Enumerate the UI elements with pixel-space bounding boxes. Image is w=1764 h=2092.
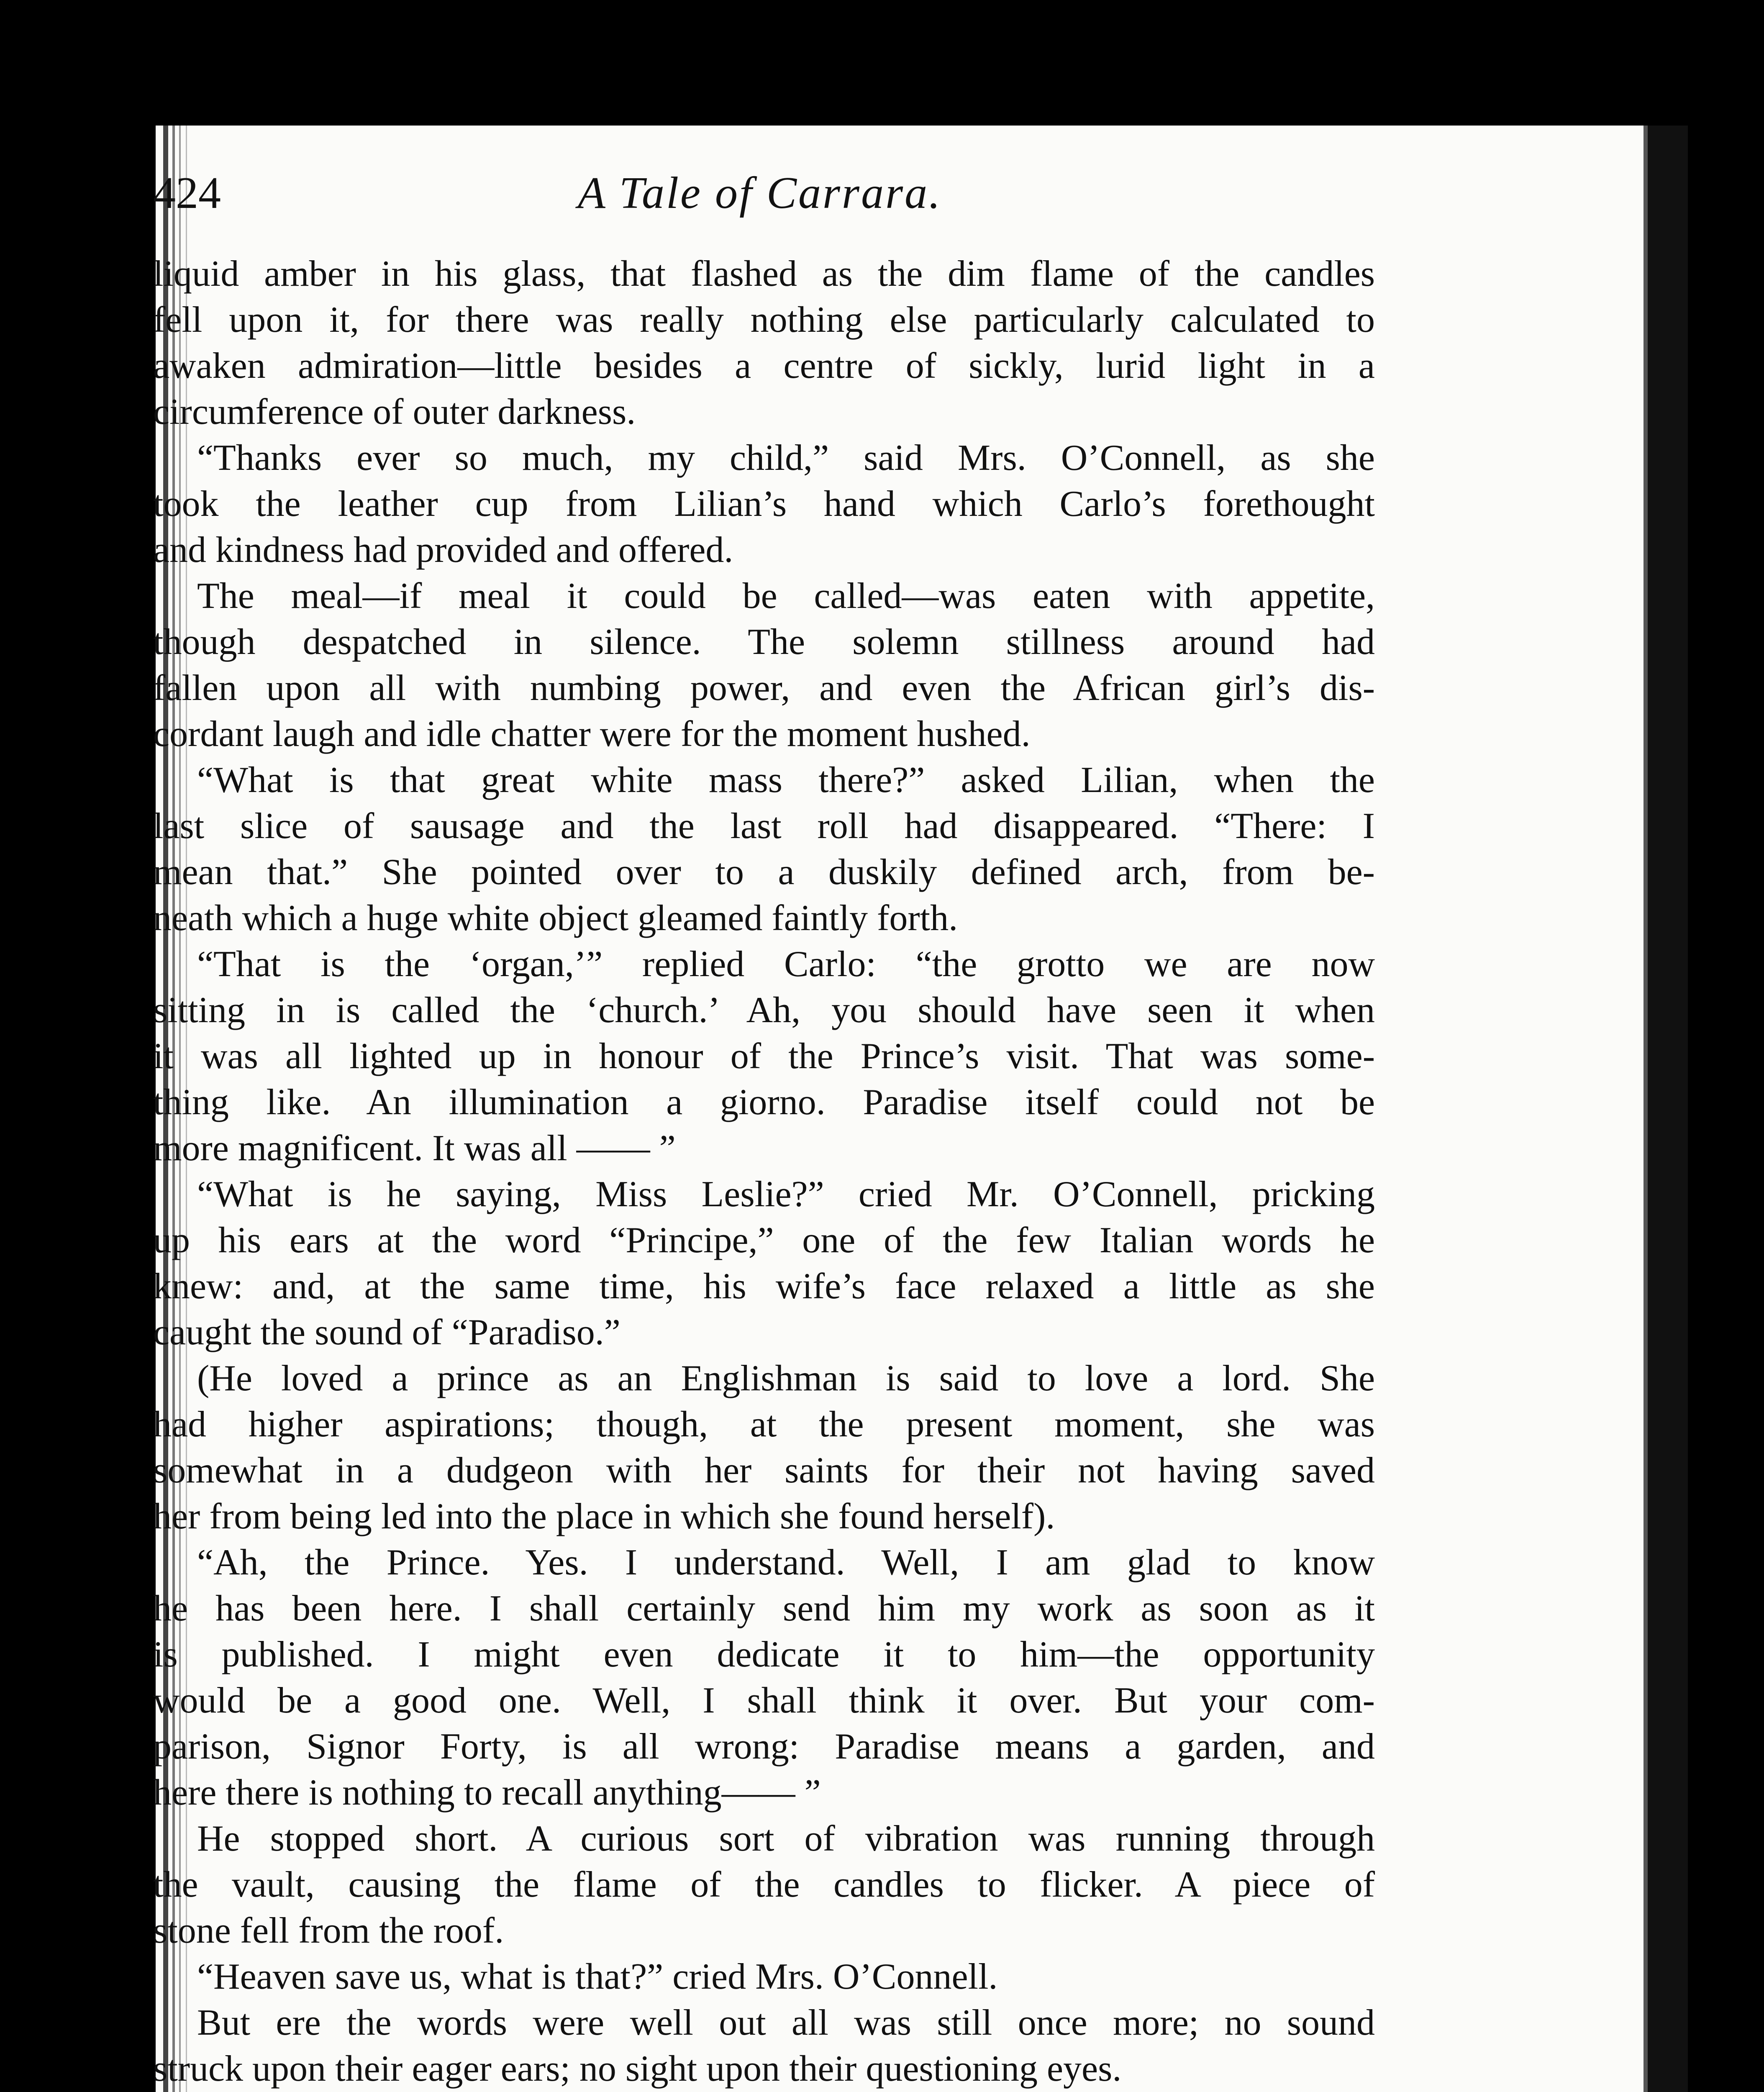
text-line: last slice of sausage and the last roll had disappeared. “There: I bbox=[153, 806, 1375, 846]
text-line: though despatched in silence. The solemn stillness around had bbox=[153, 622, 1375, 662]
text-line: The meal—if meal it could be called—was eaten with appetite, bbox=[197, 576, 1375, 616]
page-number: 424 bbox=[153, 168, 221, 218]
text-line: more magnificent. It was all —— ” bbox=[153, 1128, 676, 1169]
text-line: is published. I might even dedicate it to him—the opportunity bbox=[153, 1634, 1375, 1675]
text-line: fell upon it, for there was really nothing else particularly calculated to bbox=[153, 300, 1375, 340]
text-line: He stopped short. A curious sort of vibration was running through bbox=[197, 1818, 1375, 1859]
text-line: and kindness had provided and offered. bbox=[153, 530, 733, 570]
text-line: up his ears at the word “Principe,” one of the few Italian words he bbox=[153, 1220, 1375, 1261]
text-line: here there is nothing to recall anything—— ” bbox=[153, 1772, 821, 1813]
text-line: circumference of outer darkness. bbox=[153, 392, 636, 432]
text-line: “What is that great white mass there?” asked Lilian, when the bbox=[197, 760, 1375, 800]
text-line: thing like. An illumination a giorno. Paradise itself could not be bbox=[153, 1082, 1375, 1123]
page-header bbox=[153, 167, 1534, 243]
text-line: had higher aspirations; though, at the present moment, she was bbox=[153, 1404, 1375, 1445]
text-line: stone fell from the roof. bbox=[153, 1910, 504, 1951]
text-line: mean that.” She pointed over to a duskily defined arch, from be- bbox=[153, 852, 1375, 892]
text-line: But ere the words were well out all was still once more; no sound bbox=[197, 2002, 1375, 2043]
text-line: neath which a huge white object gleamed faintly forth. bbox=[153, 898, 958, 938]
running-title: A Tale of Carrara. bbox=[577, 168, 942, 218]
next-page-edge bbox=[1648, 126, 1688, 2092]
text-line: struck upon their eager ears; no sight upon their questioning eyes. bbox=[153, 2048, 1122, 2089]
text-line: it was all lighted up in honour of the Prince’s visit. That was some- bbox=[153, 1036, 1375, 1077]
body-text bbox=[153, 251, 1375, 2092]
text-line: sitting in is called the ‘church.’ Ah, you should have seen it when bbox=[153, 990, 1375, 1031]
text-line: cordant laugh and idle chatter were for the moment hushed. bbox=[153, 714, 1031, 754]
text-line: “Heaven save us, what is that?” cried Mrs. O’Connell. bbox=[197, 1956, 998, 1997]
text-line: he has been here. I shall certainly send him my work as soon as it bbox=[153, 1588, 1375, 1629]
next-page-edge-line bbox=[1643, 126, 1648, 2092]
text-line: “What is he saying, Miss Leslie?” cried Mr. O’Connell, pricking bbox=[197, 1174, 1375, 1215]
text-line: would be a good one. Well, I shall think it over. But your com- bbox=[153, 1680, 1375, 1721]
text-line: knew: and, at the same time, his wife’s face relaxed a little as she bbox=[153, 1266, 1375, 1307]
text-line: took the leather cup from Lilian’s hand which Carlo’s forethought bbox=[153, 484, 1375, 524]
text-line: the vault, causing the flame of the candles to flicker. A piece of bbox=[153, 1864, 1375, 1905]
text-line: (He loved a prince as an Englishman is said to love a lord. She bbox=[197, 1358, 1375, 1399]
text-line: parison, Signor Forty, is all wrong: Paradise means a garden, and bbox=[153, 1726, 1375, 1767]
text-line: somewhat in a dudgeon with her saints for their not having saved bbox=[153, 1450, 1375, 1491]
text-line: caught the sound of “Paradiso.” bbox=[153, 1312, 620, 1353]
text-line: “That is the ‘organ,’” replied Carlo: “the grotto we are now bbox=[197, 944, 1375, 984]
text-line: awaken admiration—little besides a centre of sickly, lurid light in a bbox=[153, 346, 1375, 386]
text-line: “Thanks ever so much, my child,” said Mrs. O’Connell, as she bbox=[197, 438, 1375, 478]
text-line: liquid amber in his glass, that flashed as the dim flame of the candles bbox=[153, 254, 1375, 294]
text-line: “Ah, the Prince. Yes. I understand. Well, I am glad to know bbox=[197, 1542, 1375, 1583]
text-line: fallen upon all with numbing power, and even the African girl’s dis- bbox=[153, 668, 1375, 708]
text-line: her from being led into the place in which she found herself). bbox=[153, 1496, 1055, 1537]
